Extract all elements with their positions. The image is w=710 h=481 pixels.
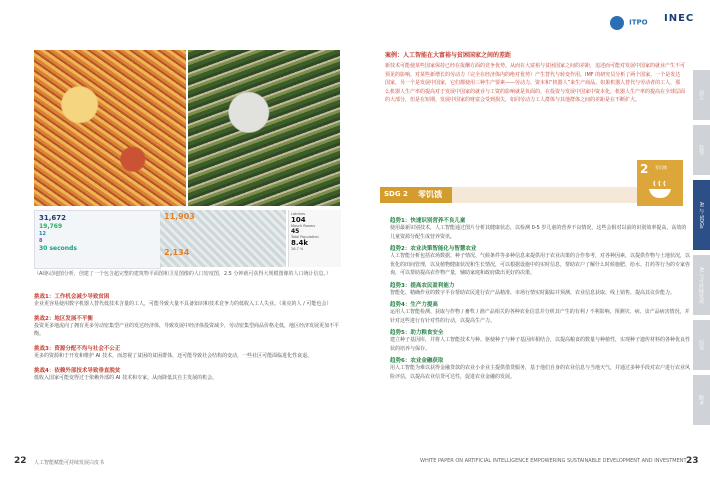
trend-item (390, 300, 690, 325)
challenge-text: 投资更多地流向了拥有更多劳动密集型产业的发达经济体，导致发展中经济体投资减少，劳动密集型商品价格走低，地区经济发展更加不平衡。 (34, 323, 340, 337)
map-panel-mid (160, 210, 286, 267)
challenge-item (34, 344, 344, 360)
satellite-terrain-image (188, 50, 340, 206)
stat-value-3: 12 (39, 231, 46, 237)
inec-logo: INEC (664, 13, 695, 24)
side-tab-preface[interactable]: 前言 (693, 70, 710, 120)
challenge-item (34, 366, 344, 382)
challenge-title: 挑战4：依赖外部技术导致垂直脱贫 (34, 368, 121, 374)
stats-panel-right (288, 210, 341, 267)
case-text: 新技术可能使某些国家保持已经在报酬方面的竞争优势。从而在大富裕与贫困国家之间的差距，追述而可能对发展中国家的就业产生不可预见的影响。对某些新增长的劳动力（完全在经济体内的绝对优势）产生替代与转变作用。IMF 的研究员分析了两个国家，一个是发达国家，另一个是发展中国家，它们都使用三种生产要素——劳动力、资本和“机器人”来生产商品。如果机器人替代与劳动者的工人，那么机器人生产率的提高对于发展中国家的就业与工资的影响就是负面的。在投资与发展中国家中资本化，机器人生产率的提高在全球层面的大部分，但是在短期，发展中国家的财富会受到损失，如同劳动力工人群体与其他群体之间的差距是在不断扩大。 (385, 63, 686, 103)
itpo-logo (610, 12, 648, 31)
trend-text: 建立种子基因库，并将人工智能技术与种、驱使种子与种子基因库相结合，以提高粮食的数量与种植性，实现种子遗传材料的各种优良性状的培养与保存。 (390, 337, 691, 352)
stat-population: 8.4k (291, 239, 309, 247)
stat-value-2: 19,769 (39, 223, 63, 230)
challenge-text: 更多的资源和于开发和维护 AI 技术，而忽视了贫困的贫困群体，还可能导致社会结构的变动，一些社区可能面临进化性衰退。 (34, 353, 313, 359)
trend-item (390, 281, 690, 298)
trend-text: 智能化、精确作业的数字平台帮助农民进行农产品精准、市场行情实时跟踪并预测、农业信息获取、线上销售、提高其议价能力。 (390, 289, 676, 296)
trend-item (390, 216, 690, 241)
side-tab-trends[interactable]: 趋势 (693, 125, 710, 175)
stat-mid-b: 2,134 (164, 248, 190, 257)
side-tab-appendix[interactable]: 附录 (693, 375, 710, 425)
stat-label-population: Total Population (291, 235, 319, 239)
stat-mid-a: 11,903 (164, 212, 195, 221)
stat-label-rooms: Mosch Rooms (291, 224, 316, 228)
trend-title: 趋势1：快速识别营养不良儿童 (390, 218, 466, 224)
trend-title: 趋势3：提高农民盈利能力 (390, 282, 455, 289)
trends-list (390, 216, 690, 381)
challenges-list (34, 292, 344, 382)
stat-value-1: 31,672 (39, 214, 67, 222)
side-tab-conclusion[interactable]: 结语 (693, 320, 710, 370)
trend-item (390, 244, 690, 278)
sdg-heading (380, 187, 452, 203)
sdg2-icon (637, 160, 683, 206)
sdg-icon-text: 零饥饿 (655, 165, 667, 170)
stat-value-4: 8 (39, 238, 43, 244)
challenge-item (34, 292, 344, 308)
stat-time: 30 seconds (39, 245, 77, 252)
stats-panel-left (34, 210, 161, 269)
challenge-text: 低收入国家可能变得过于依赖外部的 AI 技术和专家，从而降低其自主发展的机会。 (34, 375, 218, 381)
figure-caption: （AI驱动地图分析，创建了一个包含超完整的建筑物平面图和卫星图像的人口密度图，2.5 分钟就可获得大规模图像的人口统计信息。） (34, 271, 331, 277)
trend-title: 趋势2：农业决策智能化与智慧农业 (390, 246, 477, 252)
stat-percent: 26.7 % (291, 247, 304, 251)
satellite-heatmap-image (34, 50, 186, 206)
trend-text: 运用人工智能检测、获取与作物 / 畜牧 / 渔产品相关的各种农业信息并分析其产生的有利 / 不利影响，预测灾、病、虫产品病害情况，并针对这些进行有针对性的行动，以提高生产力。 (390, 309, 690, 324)
challenge-item (34, 314, 344, 338)
trend-text: 人工智能分析包括农场数据、种子情况、气候条件等多种信息来提供用于农业决策的合作参考，对各种因素，以提供作物与土地状况，以优化的田间管理，以及植物健康状况和生长情况，可以根据设施中的实时信息，帮助农户了解什么时候施肥、给水、打药等行为的专家咨询，可以帮助提高农作物产量，辅助家庭和政府做出更好的决策。 (390, 253, 691, 276)
page-number-right: 23 (686, 456, 699, 466)
challenge-title: 挑战3：资源分配不均与社会不公正 (34, 346, 121, 352)
sdg-label: SDG 2 (384, 190, 408, 198)
trend-text: 用人工智能为难以获得金融贷款的农业小企业主提供借贷服务，基于他们自身的农业信息与当地天气，并通过多种手段对农户进行农业风险评估，以提高农业信贷可达性，促进农业金融的发展。 (390, 365, 691, 380)
stat-label-latrines: Latrines (291, 212, 306, 216)
trend-title: 趋势5：助力粮食安全 (390, 330, 444, 336)
itpo-emblem-icon (610, 16, 624, 30)
trend-item (390, 328, 690, 353)
case-box (385, 50, 685, 160)
challenge-title: 挑战1：工作机会减少导致贫困 (34, 294, 110, 300)
itpo-logo-text: ITPO (629, 18, 648, 27)
page-number-left: 22 (14, 456, 27, 466)
challenge-text: 企业更容易使用数字机器人替代低技术含量的工人，可能导致大量不具备知识和技术竞争力的低收入工人失业。（莱克的人 / 可能也会） (34, 301, 332, 307)
trend-title: 趋势6：农业金融获取 (390, 358, 444, 364)
stat-rooms: 45 (291, 228, 300, 235)
footer-right: WHITE PAPER ON ARTIFICIAL INTELLIGENCE EMPOWERING SUSTAINABLE DEVELOPMENT AND INVESTMENT (420, 458, 687, 464)
trend-item (390, 356, 690, 381)
bowl-icon (647, 180, 673, 200)
sdg-title: 零饥饿 (418, 190, 442, 199)
trend-text: 使用最新识别技术，人工智能通过图片分析其健康状态，以检测 0-5 岁儿童的营养不良情况，这些会相对以前的识别效率提高，高效的儿童资源分配生成营养资讯。 (390, 225, 687, 240)
footer-left: 人工智能赋能可持续发展白皮书 (34, 460, 105, 466)
sdg-icon-number: 2 (640, 162, 649, 176)
case-title: 案例：人工智能在大富裕与贫困国家之间的差距 (385, 52, 512, 59)
side-tab-ai-sdgs[interactable]: AI 与 SDGs (693, 180, 710, 250)
trend-title: 趋势4：生产力提高 (390, 302, 438, 308)
side-tab-ai-sustainable[interactable]: AI 与可持续发展 (693, 255, 710, 315)
challenge-title: 挑战2：地区发展不平衡 (34, 316, 93, 322)
stat-latrines: 104 (291, 216, 306, 224)
